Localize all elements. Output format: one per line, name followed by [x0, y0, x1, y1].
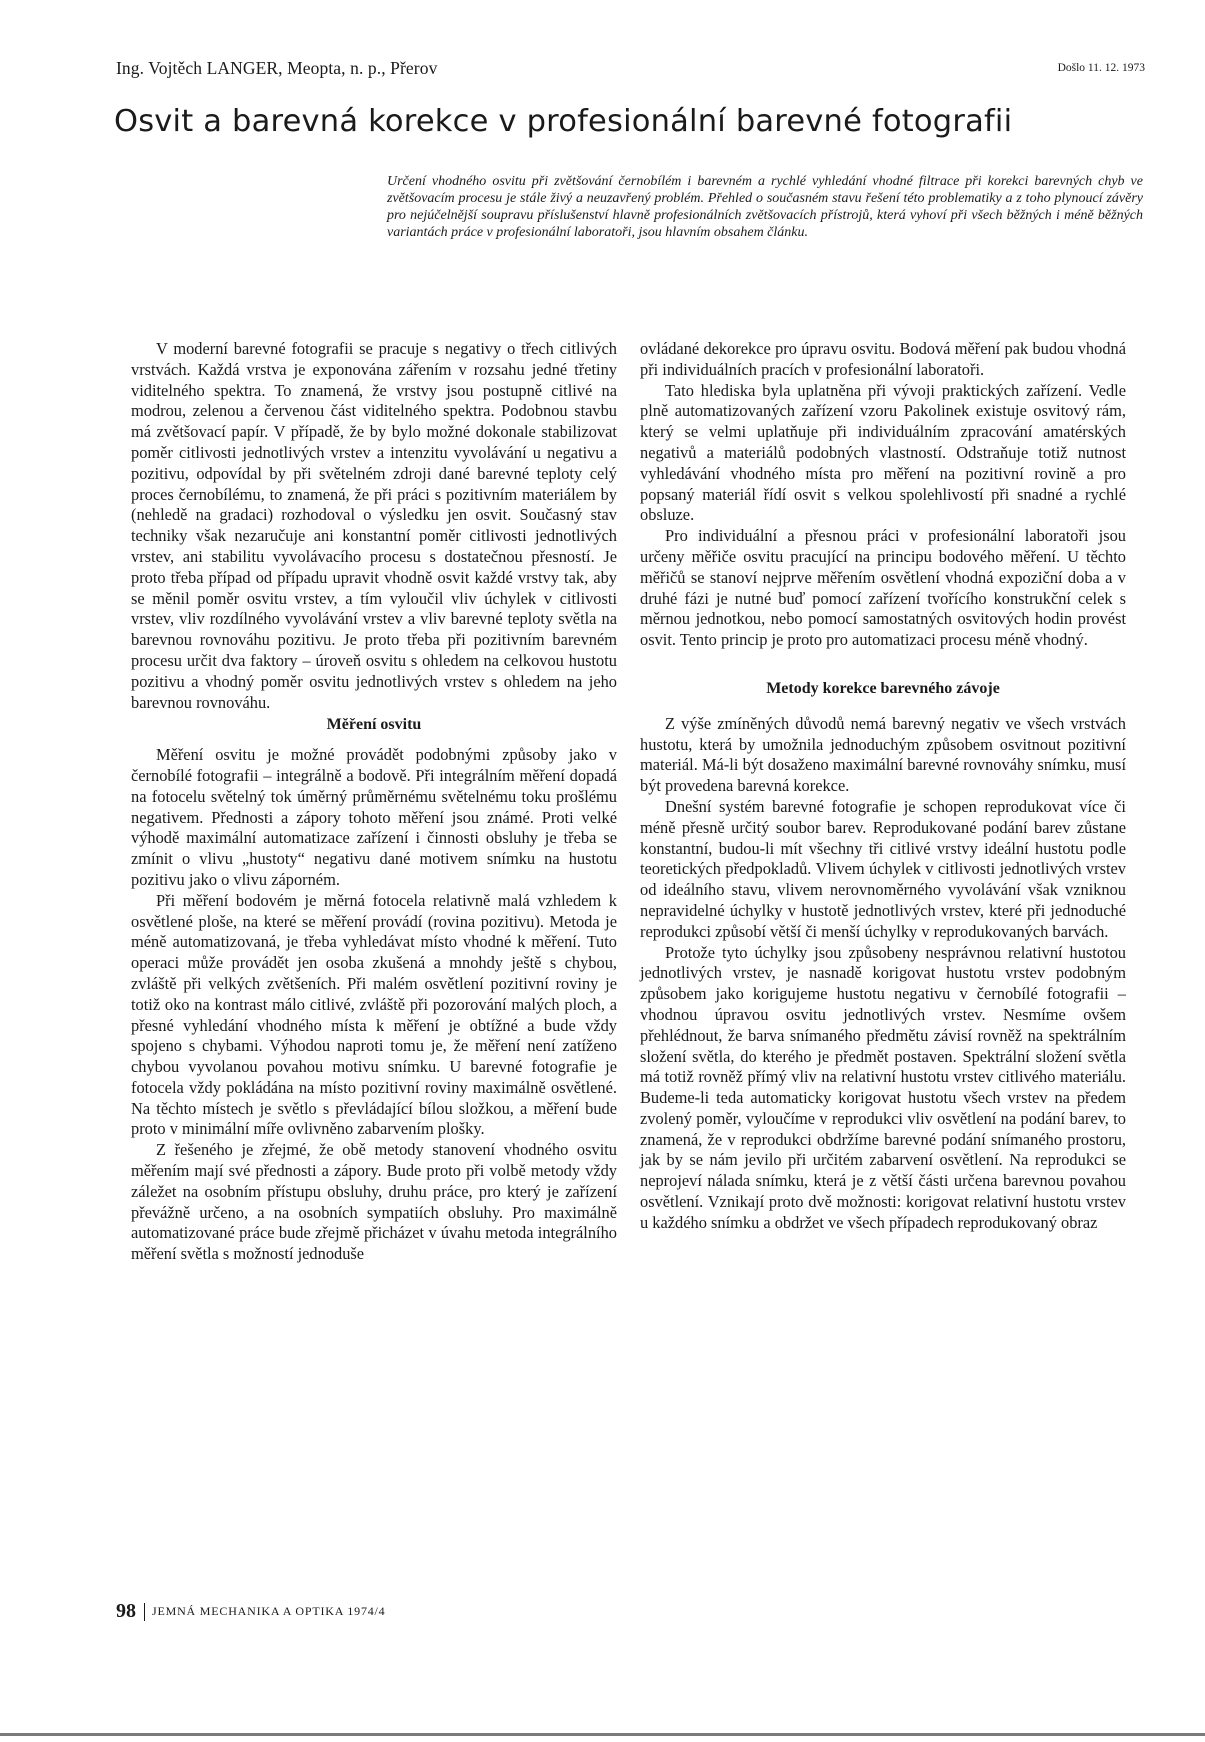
paragraph: Pro individuální a přesnou práci v profesionální laboratoři jsou určeny měřiče osvitu pracující na principu bodového měření. U těchto měřičů se stanoví nejprve měřením osvětlení vhodná expoziční doba a v druhé fázi je nutné buď pomocí zařízení tvořícího konstrukční celek s měrnou jednotkou, nebo pomocí samostatných osvitových hodin provést osvit. Tento princip je proto pro automatizaci procesu méně vhodný.	[640, 526, 1126, 650]
article-abstract: Určení vhodného osvitu při zvětšování černobílém i barevném a rychlé vyhledání vhodné filtrace při korekci barevných chyb ve zvětšovacím procesu je stále živý a neuzavřený problém. Přehled o současném stavu řešení této problematiky a z toho plynoucí závěry pro nejúčelnější soupravu příslušenství hlavně profesionálních zvětšovacích přístrojů, která vyhoví při všech běžných i méně běžných variantách práce v profesionální laboratoři, jsou hlavním obsahem článku.	[387, 174, 1143, 241]
footer-divider	[144, 1603, 145, 1621]
paragraph: Z výše zmíněných důvodů nemá barevný negativ ve všech vrstvách hustotu, která by umožnila jednoduchým způsobem osvitnout pozitivní materiál. Má-li být dosaženo maximální barevné rovnováhy snímku, musí být provedena barevná korekce.	[640, 713, 1126, 796]
journal-name: JEMNÁ MECHANIKA A OPTIKA 1974/4	[152, 1604, 386, 1618]
paragraph: Z řešeného je zřejmé, že obě metody stanovení vhodného osvitu měřením mají své přednosti a zápory. Bude proto při volbě metody vždy záležet na osobním přístupu obsluhy, druhu práce, pro který je zařízení převážně určeno, a na osobních sympatiích obsluhy. Pro maximálně automatizované práce bude zřejmě přicházet v úvahu metoda integrálního měření světla s možností jednoduše	[131, 1140, 617, 1264]
article-title: Osvit a barevná korekce v profesionální barevné fotografii	[114, 104, 1013, 139]
scan-edge-rule	[0, 1733, 1205, 1736]
paragraph: Měření osvitu je možné provádět podobnými způsoby jako v černobílé fotografii – integrálně a bodově. Při integrálním měření dopadá na fotocelu světelný tok úměrný průměrnému světelnému toku prošlému negativem. Přednosti a zápory tohoto měření jsou známé. Proti velké výhodě maximální automatizace zařízení i činnosti obsluhy je třeba se zmínit o vlivu „hustoty“ negativu dané motivem snímku na hustotu pozitivu jako o vlivu záporném.	[131, 745, 617, 889]
page-number: 98	[116, 1600, 136, 1622]
left-column	[131, 339, 617, 1265]
paragraph: Při měření bodovém je měrná fotocela relativně malá vzhledem k osvětlené ploše, na které se měření provádí (rovina pozitivu). Metoda je méně automatizovaná, je třeba vyhledávat místo vhodné k měření. Tuto operaci může provádět jen osoba zkušená a mnohdy ještě s chybou, zvláště při velkých zvětšeních. Při malém osvětlení pozitivní roviny je totiž oko na kontrast málo citlivé, zvláště při pozorování malých ploch, a přesné vyhledání vhodného místa k měření je obtížné a bude vždy spojeno s chybami. Výhodou naproti tomu je, že měření není zatíženo chybou vyvolanou povahou motivu snímku. U barevné fotografie je fotocela vždy pokládána na místo pozitivní roviny maximálně osvětlené. Na těchto místech je světlo s převládající bílou složkou, a měření bude proto v minimální míře ovlivněno zabarvením plošky.	[131, 890, 617, 1139]
paragraph: Dnešní systém barevné fotografie je schopen reprodukovat více či méně přesně určitý soubor barev. Reprodukované podání barev zůstane konstantní, budou-li mít všechny tři citlivé vrstvy ideální hustotu podle teoretických předpokladů. Vlivem úchylek v citlivosti jednotlivých vrstev od ideálního stavu, vlivem nerovnoměrného vyvolávání však vzniknou nepravidelné úchylky v hustotě jednotlivých vrstev, které při jednoduché reprodukci způsobí větší či menší úchylky v reprodukovaných barvách.	[640, 796, 1126, 941]
right-column	[640, 339, 1126, 1234]
section-heading-color-correction: Metody korekce barevného závoje	[766, 679, 1000, 697]
paragraph: ovládané dekorekce pro úpravu osvitu. Bodová měření pak budou vhodná při individuálních pracích v profesionální laboratoři.	[640, 339, 1126, 379]
paragraph: Tato hlediska byla uplatněna při vývoji praktických zařízení. Vedle plně automatizovaných zařízení vzoru Pakolinek existuje osvitový rám, který se velmi uplatňuje při individuálním zpracování amatérských negativů a materiálů podobných vlastností. Odstraňuje totiž nutnost vyhledávání vhodného místa pro měření na pozitivní rovině a pro popsaný materiál řídí osvit s velkou spolehlivostí při snadné a rychlé obsluze.	[640, 380, 1126, 525]
received-date: Došlo 11. 12. 1973	[1057, 62, 1145, 74]
paragraph: Protože tyto úchylky jsou způsobeny nesprávnou relativní hustotou jednotlivých vrstev, je nasnadě korigovat hustotu vrstev podobným způsobem jako korigujeme hustotu negativu v černobílé fotografii – vhodnou úpravou osvitu jednotlivých vrstev. Nesmíme ovšem přehlédnout, že barva snímaného předmětu závisí rovněž na spektrálním složení světla, do kterého je předmět postaven. Spektrální složení světla má totiž rovněž přímý vliv na relativní hustotu vrstev citlivého materiálu. Budeme-li teda automaticky korigovat hustotu všech vrstev na předem zvolený poměr, vyloučíme v reprodukci vliv osvětlení na podání barev, to znamená, že v reprodukci obdržíme barevné podání snímaného prostoru, jak by se nám jevilo při určitém zabarvení osvětlení. Na reprodukci se neprojeví nálada snímku, která je z větší části určena barevnou povahou osvětlení. Vznikají proto dvě možnosti: korigovat relativní hustotu vrstev u každého snímku a obdržet ve všech případech reprodukovaný obraz	[640, 942, 1126, 1232]
page-footer	[116, 1600, 385, 1623]
author-line: Ing. Vojtěch LANGER, Meopta, n. p., Přerov	[116, 58, 438, 78]
section-heading-exposure-measurement: Měření osvitu	[326, 716, 422, 734]
paragraph: V moderní barevné fotografii se pracuje s negativy o třech citlivých vrstvách. Každá vrstva je exponována zářením v rozsahu jedné třetiny viditelného spektra. To znamená, že vrstvy jsou postupně citlivé na modrou, zelenou a červenou část viditelného spektra. Podobnou stavbu má zvětšovací papír. V případě, že by bylo možné dokonale stabilizovat poměr citlivosti jednotlivých vrstev a intenzitu vyvolávání u negativu a pozitivu, odpovídal by při světelném zdroji dané barevné teploty celý proces černobílému, to znamená, že při práci s pozitivním materiálem by (nehledě na gradaci) rozhodoval o výsledku jen osvit. Současný stav techniky však nezaručuje ani konstantní poměr citlivosti jednotlivých vrstev, ani stabilitu vyvolávacího procesu s dostatečnou přesností. Je proto třeba případ od případu upravit vhodně osvit každé vrstvy tak, aby se měnil poměr osvitu vrstev, a tím vyloučil vliv úchylek v citlivosti vrstev, vliv rozdílného vyvolávání vrstev a vliv barevné teploty světla na barevnou rovnováhu pozitivu. Je proto třeba při pozitivním barevném procesu určit dva faktory – úroveň osvitu s ohledem na celkovou hustotu pozitivu a vhodný poměr osvitu jednotlivých vrstev s ohledem na jeho barevnou rovnováhu.	[131, 339, 617, 712]
